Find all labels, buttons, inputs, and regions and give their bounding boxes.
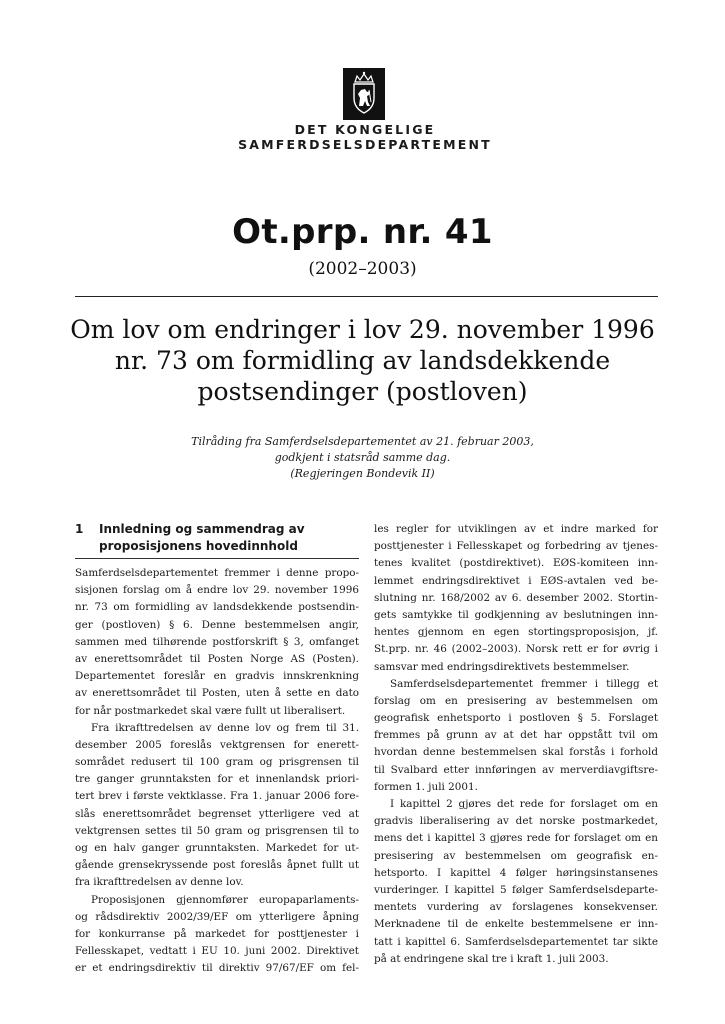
body-text-line: av enerettsområdet til Posten, uten å sette en dato [75,687,359,700]
body-text-line: Samferdselsdepartementet fremmer i denne propo- [75,567,359,579]
title-line: nr. 73 om formidling av landsdekkende [114,346,611,375]
body-text-line: Samferdselsdepartementet fremmer i tillegg et [390,677,658,690]
body-text-line: Proposisjonen gjennomfører europaparlaments- [91,893,359,906]
body-text-line: tenes kvalitet (postdirektivet). EØS-komiteen inn- [374,557,658,570]
body-text-line: samsvar med endringsdirektivets bestemmelser. [374,660,630,673]
section-heading-line: Innledning og sammendrag av [99,522,305,536]
body-text-line: nr. 73 om formidling av landsdekkende postsendin- [75,601,359,614]
section-divider [75,558,359,559]
body-text-line: hentes gjennom en egen stortingsproposisjon, jf. [374,626,658,639]
body-text-line: gående grensekryssende post foreslås åpnet fullt ut [75,859,359,872]
body-text-line: til Svalbard etter innføringen av merverdiavgiftsre- [374,763,658,776]
body-text-line: tre ganger grunntaksten for et innenlandsk priori- [75,773,359,786]
approval-line: godkjent i statsråd samme dag. [274,451,451,464]
department-name-line1: DET KONGELIGE [294,122,436,137]
right-column-body [374,521,658,968]
body-text-line: desember 2005 foreslås vektgrensen for enerett- [75,738,359,751]
body-text-line: Fra ikrafttredelsen av denne lov og frem til 31. [91,721,359,734]
body-text-line: formen 1. juli 2001. [374,780,478,793]
body-text-line: sområdet redusert til 100 gram og prisgrensen til [75,756,359,769]
body-text-line: for når postmarkedet skal være fullt ut liberalisert. [75,704,346,717]
approval-note [150,434,575,482]
body-text-line: ger (postloven) § 6. Denne bestemmelsen angir, [75,618,359,631]
body-text-line: tatt i kapittel 6. Samferdselsdepartementet tar sikte [374,935,658,948]
title-divider [75,296,658,297]
body-text-line: St.prp. nr. 46 (2002–2003). Norsk rett er for øvrig i [374,643,658,656]
body-text-line: av enerettsområdet til Posten Norge AS (Posten). [75,652,359,665]
body-text-line: forslag om en presisering av bestemmelsen om [374,694,658,707]
body-text-line: fra ikrafttredelsen av denne lov. [75,876,244,889]
body-text-line: vurderinger. I kapittel 5 følger Samferdselsdeparte- [374,883,658,896]
body-text-line: Fellesskapet, vedtatt i EU 10. juni 2002. Direktivet [75,945,359,958]
title-line: postsendinger (postloven) [197,377,528,406]
body-text-line: slås enerettsområdet begrenset ytterligere ved at [75,807,359,820]
document-title [60,314,665,407]
body-text-line: mens det i kapittel 3 gjøres rede for forslaget om en [374,832,658,845]
approval-line: Tilråding fra Samferdselsdepartementet av 21. februar 2003, [191,435,534,448]
document-session: (2002–2003) [308,259,417,279]
body-text-line: fremmes på grunn av at det har oppstått tvil om [374,729,658,742]
body-text-line: vektgrensen settes til 50 gram og prisgrensen til to [75,824,359,837]
section-number: 1 [75,522,84,536]
section-heading [75,521,359,557]
body-text-line: geografisk enhetsporto i postloven § 5. Forslaget [374,712,658,725]
body-text-line: tert brev i første vektklasse. Fra 1. januar 2006 fore- [75,790,359,803]
body-text-line: gets samtykke til godkjenning av beslutningen inn- [374,608,658,621]
body-text-line: hvordan denne bestemmelsen skal forstås i forhold [374,746,658,759]
body-text-line: I kapittel 2 gjøres det rede for forslaget om en [390,798,658,810]
body-text-line: og rådsdirektiv 2002/39/EF om ytterligere åpning [75,910,359,923]
body-text-line: for konkurranse på markedet for posttjenester i [75,927,359,940]
left-column-body [75,565,359,978]
body-text-line: er et endringsdirektiv til direktiv 97/67/EF om fel- [75,962,359,975]
body-text-line: slutning nr. 168/2002 av 6. desember 2002. Stortin- [374,591,658,604]
body-text-line: og en halv ganger grunntaksten. Markedet for ut- [75,842,359,854]
body-text-line: posttjenester i Fellesskapet og forbedring av tjenes- [374,540,658,553]
body-text-line: presisering av bestemmelsen om geografisk en- [374,849,658,862]
body-text-line: sisjonen forslag om å endre lov 29. november 1996 [75,584,359,597]
document-number: Ot.prp. nr. 41 [232,212,493,252]
norwegian-coat-of-arms-icon [343,68,385,120]
right-column [374,521,658,968]
body-text-line: på at endringene skal tre i kraft 1. juli 2003. [374,952,609,965]
body-text-line: gradvis liberalisering av det norske postmarkedet, [374,815,658,828]
body-text-line: lemmet endringsdirektivet i EØS-avtalen ved be- [374,574,658,587]
title-line: Om lov om endringer i lov 29. november 1996 [70,315,655,344]
body-text-line: Departementet foreslår en gradvis innskrenkning [75,670,359,683]
left-column [75,521,359,978]
department-name-line2: SAMFERDSELSDEPARTEMENT [238,137,492,152]
body-text-line: sammen med tilhørende postforskrift § 3, omfanget [75,635,359,648]
body-text-line: Merknadene til de enkelte bestemmelsene er inn- [374,918,658,931]
body-text-line: les regler for utviklingen av et indre marked for [374,523,658,535]
body-text-line: hetsporto. I kapittel 4 følger høringsinstansenes [374,866,658,879]
body-text-line: mentets vurdering av forslagenes konsekvenser. [374,901,658,914]
section-heading-line: proposisjonens hovedinnhold [99,539,298,553]
approval-line: (Regjeringen Bondevik II) [290,467,435,480]
